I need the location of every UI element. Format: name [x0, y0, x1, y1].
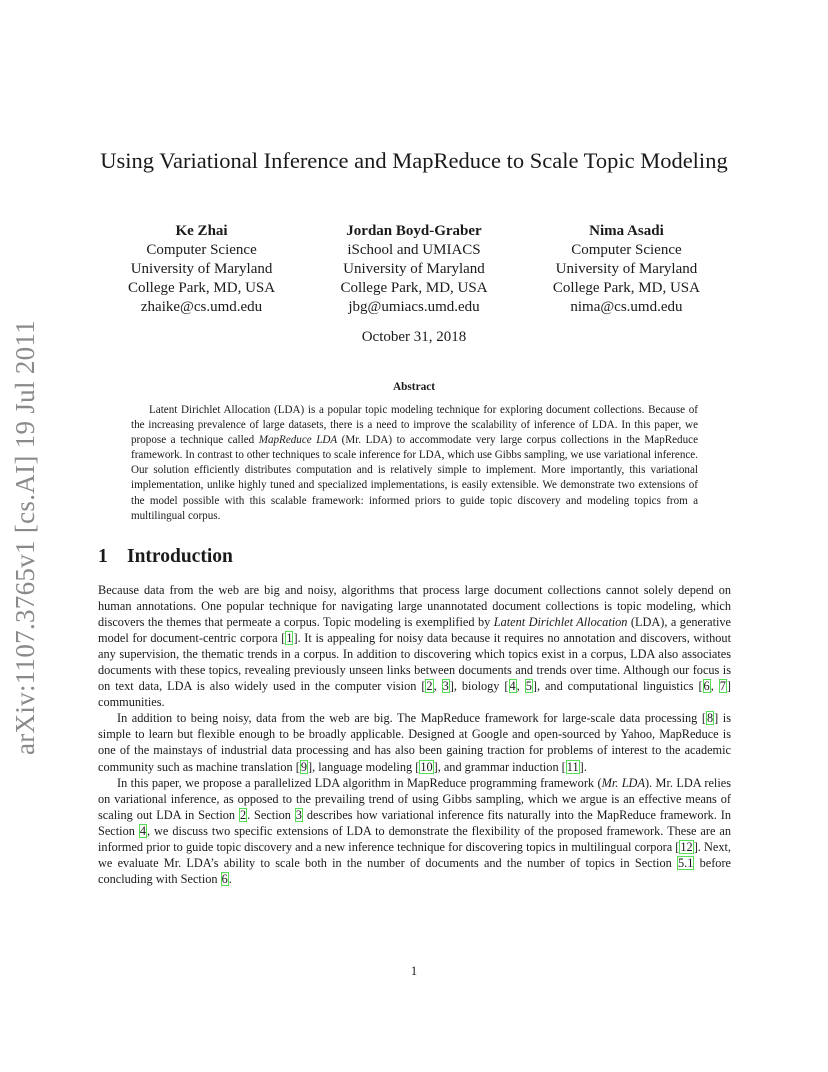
- arxiv-identifier: arXiv:1107.3765v1 [cs.AI] 19 Jul 2011: [10, 319, 41, 755]
- citation-link[interactable]: 12: [680, 839, 693, 854]
- section-link[interactable]: 2: [239, 807, 247, 822]
- author-location: College Park, MD, USA: [128, 280, 276, 296]
- citation-link[interactable]: 6: [703, 679, 710, 694]
- abstract-heading: Abstract: [392, 381, 436, 393]
- section-heading-introduction: [98, 546, 233, 568]
- paragraph-2: In addition to being noisy, data from the web are big. The MapReduce framework for large-scale data processing [8] is simple to learn but flexible enough to be broadly applicable. Designed at Google and open-sourced by Yahoo, MapReduce is one of the mainstays of industrial data processing and has also been gaining traction for problems of interest to the academic community such as machine translation [9], language modeling [10], and grammar induction [11].: [98, 711, 732, 774]
- author-email[interactable]: nima@cs.umd.edu: [570, 299, 683, 315]
- paragraph-1: Because data from the web are big and noisy, algorithms that process large document collections cannot solely depend on human annotations. One popular technique for navigating large unannotated document collections is topic modeling, which discovers the themes that permeate a corpus. Topic modeling is exemplified by Latent Dirichlet Allocation (LDA), a generative model for document-centric corpora [1]. It is appealing for noisy data because it requires no annotation and discovers, without any supervision, the thematic trends in a corpus. In addition to discovering which topics exist in a corpus, LDA also associates documents with these topics, revealing previously unseen links between documents and trends over time. Although our focus is on text data, LDA is also widely used in the computer vision [2, 3], biology [4, 5], and computational linguistics [6, 7] communities.: [98, 583, 732, 710]
- author-name: Nima Asadi: [589, 223, 664, 239]
- section-link[interactable]: 6: [221, 871, 228, 886]
- author-univ: University of Maryland: [343, 261, 485, 277]
- citation-link[interactable]: 10: [420, 759, 433, 774]
- citation-link[interactable]: 1: [286, 631, 293, 646]
- section-link[interactable]: 4: [139, 823, 147, 838]
- arxiv-side-stamp: [2, 312, 50, 762]
- paper-title: Using Variational Inference and MapReduce to Scale Topic Modeling: [100, 148, 728, 173]
- author-dept: Computer Science: [571, 242, 682, 258]
- page-number: 1: [410, 964, 418, 978]
- author-name: Ke Zhai: [175, 223, 228, 239]
- citation-link[interactable]: 11: [566, 759, 579, 774]
- author-block: [128, 222, 700, 317]
- author-location: College Park, MD, USA: [340, 280, 488, 296]
- author-dept: iSchool and UMIACS: [347, 242, 481, 258]
- abstract-emphasis: MapReduce LDA: [258, 434, 338, 447]
- paper-date: October 31, 2018: [361, 329, 467, 345]
- author-email[interactable]: jbg@umiacs.umd.edu: [348, 299, 480, 315]
- section-title: Introduction: [127, 546, 233, 567]
- citation-link[interactable]: 3: [442, 679, 449, 694]
- citation-link[interactable]: 2: [426, 679, 433, 694]
- author-nima-asadi: [553, 222, 700, 317]
- author-email[interactable]: zhaike@cs.umd.edu: [140, 299, 263, 315]
- citation-link[interactable]: 9: [300, 759, 307, 774]
- author-location: College Park, MD, USA: [552, 280, 700, 296]
- author-univ: University of Maryland: [555, 261, 698, 277]
- citation-link[interactable]: 7: [719, 679, 726, 694]
- author-ke-zhai: [128, 222, 275, 317]
- author-name: Jordan Boyd-Graber: [346, 223, 482, 239]
- citation-link[interactable]: 5: [525, 679, 532, 694]
- citation-link[interactable]: 8: [706, 711, 714, 726]
- abstract-text: Latent Dirichlet Allocation (LDA) is a popular topic modeling technique for exploring document collections. Because of the increasing prevalence of large datasets, there is a need to improve the scalability of inference of LDA. In this paper, we propose a technique called MapReduce LDA (Mr. LDA) to accommodate very large corpus collections in the MapReduce framework. In contrast to other techniques to scale inference for LDA, which use Gibbs sampling, we use variational inference. Our solution efficiently distributes computation and is relatively simple to implement. More importantly, this variational implementation, unlike highly tuned and specialized implementations, is easily extensible. We demonstrate two extensions of the model possible with this scalable framework: informed priors to guide topic discovery and modeling topics from a multilingual corpus.: [131, 404, 699, 522]
- section-link[interactable]: 5.1: [677, 855, 694, 870]
- paragraph-3: In this paper, we propose a parallelized LDA algorithm in MapReduce programming framework (Mr. LDA). Mr. LDA relies on variational inference, as opposed to the prevailing trend of using Gibbs sampling, which we argue is an effective means of scaling out LDA in Section 2. Section 3 describes how variational inference fits naturally into the MapReduce framework. In Section 4, we discuss two specific extensions of LDA to demonstrate the flexibility of the proposed framework. These are an informed prior to guide topic discovery and a new inference technique for discovering topics in multilingual corpora [12]. Next, we evaluate Mr. LDA’s ability to scale both in the number of documents and the number of topics in Section 5.1 before concluding with Section 6.: [98, 775, 731, 886]
- section-link[interactable]: 3: [295, 807, 302, 822]
- introduction-body: [98, 582, 731, 887]
- citation-link[interactable]: 4: [509, 679, 516, 694]
- author-univ: University of Maryland: [130, 261, 273, 277]
- author-jordan-boyd-graber: [340, 222, 487, 317]
- section-number: 1: [98, 546, 108, 567]
- author-dept: Computer Science: [146, 242, 257, 258]
